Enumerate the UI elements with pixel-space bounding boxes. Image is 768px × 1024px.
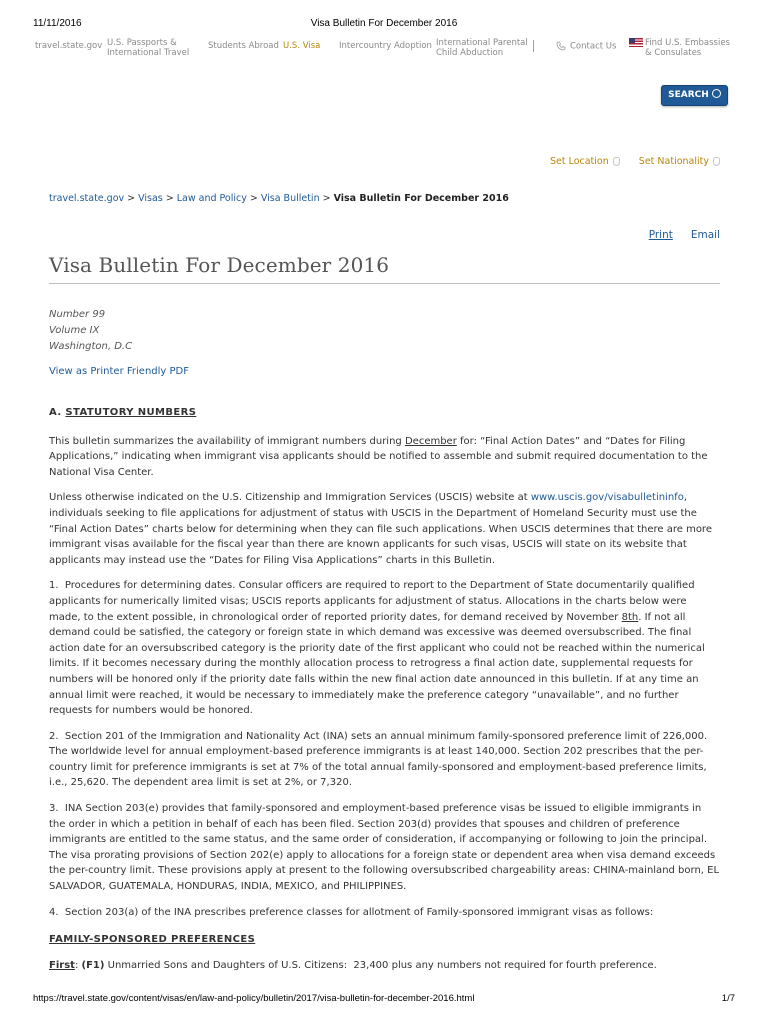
email-link[interactable]: Email [690,229,720,241]
breadcrumb-visa-bulletin[interactable]: Visa Bulletin [260,193,320,204]
section-a-title: STATUTORY NUMBERS [65,407,197,418]
set-nationality-label: Set Nationality [638,156,709,167]
paragraph-uscis [49,490,720,568]
paragraph-text: This bulletin summarizes the availability of immigrant numbers during [49,435,402,447]
nav-find-embassies[interactable] [629,38,730,58]
page-title: Visa Bulletin For December 2016 [49,253,390,277]
location-pin-icon [613,157,620,166]
uscis-link[interactable]: www.uscis.gov/visabulletininfo [530,492,684,504]
nav-contact-us[interactable] [556,41,616,52]
bulletin-place: Washington, D.C [49,341,133,352]
top-navigation [33,34,735,64]
nav-abduction-line2: Child Abduction [436,48,504,58]
breadcrumb-separator: > [165,193,174,204]
us-flag-icon [629,38,643,47]
search-icon [712,89,721,98]
paragraph-intro [49,434,720,481]
nav-intercountry-adoption[interactable]: Intercountry Adoption [339,41,432,51]
paragraph-text: . If not all demand could be satisfied, the category or foreign state in which demand was excessive was deemed oversubscribed. The final action date for an oversubscribed category is the priority date of the first applicant who could not be reached within the numerical limits. If it becomes necessary during the monthly allocation process to retrogress a final action date, supplemental requests for numbers will be honored only if the priority date falls within the new final action date announced in this bulletin. If at any time an annual limit were reached, it would be necessary to immediately make the preference category “unavailable”, and no further requests for numbers would be honored. [49,611,705,717]
breadcrumb-separator: > [127,193,136,204]
print-header [33,18,735,32]
first-separator: : [74,959,79,971]
paragraph-first-preference [49,958,720,974]
print-title: Visa Bulletin For December 2016 [310,18,458,29]
nav-us-visa[interactable]: U.S. Visa [283,41,321,51]
set-location-link[interactable] [550,156,620,167]
bulletin-number: Number 99 [49,309,106,320]
nav-embassies-line1: Find U.S. Embassies [645,38,730,48]
paragraph-section-201: 2. Section 201 of the Immigration and Nationality Act (INA) sets an annual minimum family-sponsored preference limit of 226,000. The worldwide level for annual employment-based preference immigrants is at least 140,000. Section 202 prescribes that the per-country limit for preference immigrants is set at 7% of the total annual family-sponsored and employment-based preference limits, i.e., 25,620. The dependent area limit is set at 2%, or 7,320. [49,730,708,789]
family-preferences-heading [49,932,720,948]
breadcrumb-travel-state-gov[interactable]: travel.state.gov [49,193,125,204]
section-a-prefix: A. [49,407,62,418]
bulletin-meta [49,307,132,355]
paragraph-section-203e: 3. INA Section 203(e) provides that family-sponsored and employment-based preference visas be issued to eligible immigrants in the order in which a petition in behalf of each has been filed. Section 203(d) provides that spouses and children of preference immigrants are entitled to the same status, and the same order of consideration, if accompanying or following to join the principal. The visa prorating provisions of Section 202(e) apply to allocations for a foreign state or dependent area when visa demand exceeds the per-country limit. These provisions apply at present to the following oversubscribed chargeability areas: CHINA-mainland born, EL SALVADOR, GUATEMALA, HONDURAS, INDIA, MEXICO, and PHILIPPINES. [49,803,720,893]
nav-passports[interactable] [107,38,189,58]
nav-passports-line1: U.S. Passports & [107,38,177,48]
breadcrumb-separator: > [322,193,331,204]
paragraph-text: , individuals seeking to file applications for adjustment of status with USCIS in the Department of Homeland Security must use the “Final Action Dates” charts below for determining when they can file such applications. When USCIS determines that there are more immigrant visas available for the fiscal year than there are known applicants for such visas, USCIS will state on its website that applicants may instead use the “Dates for Filing Visa Applications” charts in this Bulletin. [49,492,712,566]
breadcrumb-law-and-policy[interactable]: Law and Policy [176,193,247,204]
month-text: December [404,435,457,447]
print-page-number: 1/7 [721,993,735,1004]
breadcrumb-visas[interactable]: Visas [138,193,163,204]
search-button[interactable] [661,85,728,106]
family-preferences-title: FAMILY-SPONSORED PREFERENCES [49,934,256,946]
set-nationality-link[interactable] [639,156,720,167]
print-link[interactable]: Print [648,229,673,241]
paragraph-text: Unless otherwise indicated on the U.S. Citizenship and Immigration Services (USCIS) website at [49,492,528,504]
breadcrumb [49,193,509,204]
print-date: 11/11/2016 [33,18,82,29]
nav-travel-state-gov[interactable]: travel.state.gov [35,41,103,51]
paragraph-text: for: “Final Action Dates” and “Dates for Filing Applications,” indicating when immigrant visa applicants should be notified to assemble and submit required documentation to the National Visa Center. [49,435,708,478]
nav-contact-us-label: Contact Us [570,41,617,52]
first-label: First [49,959,75,971]
nav-abduction-line1: International Parental [436,38,528,48]
nav-passports-line2: International Travel [107,48,190,58]
section-a-heading [49,405,720,421]
bulletin-volume: Volume IX [49,325,100,336]
paragraph-text: 1. Procedures for determining dates. Consular officers are required to report to the Department of State documentarily qualified applicants for numerically limited visas; USCIS reports applicants for adjustment of status. Allocations in the charts below were made, to the extent possible, in chronological order of reported priority dates, for demand received by November [49,580,695,623]
nav-parental-abduction[interactable] [436,38,528,58]
location-bar [534,156,720,167]
nav-students-abroad[interactable]: Students Abroad [208,41,279,51]
printer-friendly-pdf-link[interactable]: View as Printer Friendly PDF [49,366,189,377]
paragraph-text: Unmarried Sons and Daughters of U.S. Citizens: 23,400 plus any numbers not required for fourth preference. [107,959,657,971]
title-divider [49,283,720,284]
breadcrumb-separator: > [249,193,258,204]
search-button-label: SEARCH [668,90,709,100]
bulletin-content [49,405,720,983]
print-footer [33,993,735,1007]
date-text: 8th [621,611,639,623]
nav-embassies-line2: & Consulates [645,48,702,58]
first-code: (F1) [81,959,105,971]
phone-icon [556,41,566,51]
nationality-pin-icon [713,157,720,166]
print-url: https://travel.state.gov/content/visas/en/law-and-policy/bulletin/2017/visa-bulletin-for-december-2016.html [33,993,475,1004]
set-location-label: Set Location [549,156,609,167]
paragraph-section-203a: 4. Section 203(a) of the INA prescribes preference classes for allotment of Family-sponsored immigrant visas as follows: [49,906,654,918]
paragraph-procedures [49,578,720,718]
breadcrumb-current: Visa Bulletin For December 2016 [333,193,509,204]
nav-divider [533,40,534,52]
page-actions [649,229,720,241]
